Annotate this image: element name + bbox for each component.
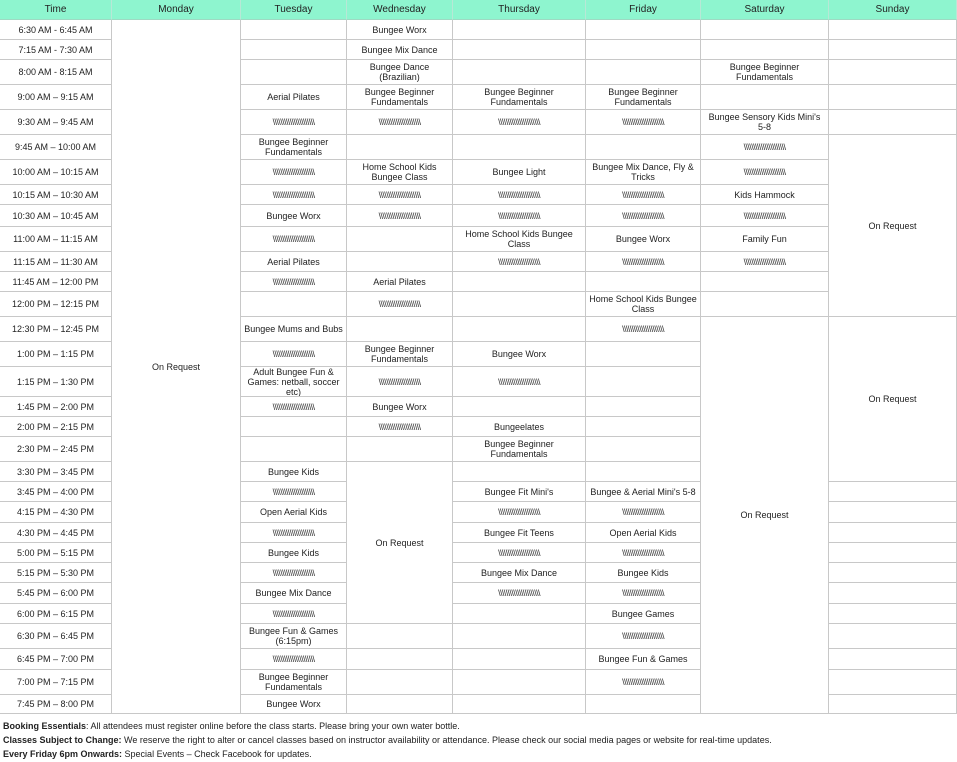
time-slot: 6:30 PM – 6:45 PM (0, 624, 112, 649)
empty-cell (701, 40, 829, 60)
hatched-cell: \\\\\\\\\\\\\\\\\\\\\\ (453, 205, 586, 227)
time-slot: 3:30 PM – 3:45 PM (0, 462, 112, 482)
empty-cell (829, 649, 957, 670)
time-slot: 6:30 AM - 6:45 AM (0, 20, 112, 40)
time-slot: 12:30 PM – 12:45 PM (0, 317, 112, 342)
hatched-cell: \\\\\\\\\\\\\\\\\\\\\\ (241, 649, 347, 670)
hatched-cell: \\\\\\\\\\\\\\\\\\\\\\ (241, 227, 347, 252)
empty-cell (453, 317, 586, 342)
empty-cell (241, 20, 347, 40)
class-cell-thursday: Bungee Beginner Fundamentals (453, 85, 586, 110)
empty-cell (829, 523, 957, 543)
class-cell-wednesday: Bungee Mix Dance (347, 40, 453, 60)
time-slot: 10:15 AM – 10:30 AM (0, 185, 112, 205)
hatched-cell: \\\\\\\\\\\\\\\\\\\\\\ (241, 185, 347, 205)
empty-cell (347, 624, 453, 649)
class-cell-thursday: Bungee Fit Teens (453, 523, 586, 543)
class-cell-friday: Bungee Fun & Games (586, 649, 701, 670)
empty-cell (586, 20, 701, 40)
class-cell-saturday: Bungee Beginner Fundamentals (701, 60, 829, 85)
empty-cell (347, 649, 453, 670)
hatched-cell: \\\\\\\\\\\\\\\\\\\\\\ (586, 205, 701, 227)
header-sunday: Sunday (829, 0, 957, 20)
hatched-cell: \\\\\\\\\\\\\\\\\\\\\\ (241, 160, 347, 185)
empty-cell (829, 624, 957, 649)
hatched-cell: \\\\\\\\\\\\\\\\\\\\\\ (586, 624, 701, 649)
class-cell-saturday: On Request (701, 317, 829, 714)
class-cell-tuesday: Bungee Beginner Fundamentals (241, 135, 347, 160)
empty-cell (347, 695, 453, 714)
hatched-cell: \\\\\\\\\\\\\\\\\\\\\\ (347, 110, 453, 135)
class-cell-sunday: On Request (829, 135, 957, 317)
empty-cell (829, 695, 957, 714)
empty-cell (829, 40, 957, 60)
class-cell-sunday: On Request (829, 317, 957, 482)
empty-cell (701, 85, 829, 110)
class-cell-friday: Bungee Mix Dance, Fly & Tricks (586, 160, 701, 185)
time-slot: 11:15 AM – 11:30 AM (0, 252, 112, 272)
class-cell-wednesday: On Request (347, 462, 453, 624)
hatched-cell: \\\\\\\\\\\\\\\\\\\\\\ (586, 502, 701, 523)
empty-cell (453, 462, 586, 482)
time-slot: 7:00 PM – 7:15 PM (0, 670, 112, 695)
hatched-cell: \\\\\\\\\\\\\\\\\\\\\\ (453, 583, 586, 604)
hatched-cell: \\\\\\\\\\\\\\\\\\\\\\ (241, 482, 347, 502)
class-cell-wednesday: Aerial Pilates (347, 272, 453, 292)
empty-cell (586, 437, 701, 462)
note-label: Every Friday 6pm Onwards: (3, 749, 123, 759)
class-cell-saturday: Family Fun (701, 227, 829, 252)
note-friday-special-events (3, 748, 312, 760)
time-slot: 5:00 PM – 5:15 PM (0, 543, 112, 563)
empty-cell (347, 227, 453, 252)
hatched-cell: \\\\\\\\\\\\\\\\\\\\\\ (453, 185, 586, 205)
header-friday: Friday (586, 0, 701, 20)
class-cell-thursday: Home School Kids Bungee Class (453, 227, 586, 252)
hatched-cell: \\\\\\\\\\\\\\\\\\\\\\ (701, 160, 829, 185)
class-cell-tuesday: Bungee Worx (241, 205, 347, 227)
class-cell-wednesday: Home School Kids Bungee Class (347, 160, 453, 185)
empty-cell (241, 437, 347, 462)
time-slot: 2:00 PM – 2:15 PM (0, 417, 112, 437)
empty-cell (829, 563, 957, 583)
header-tuesday: Tuesday (241, 0, 347, 20)
class-cell-tuesday: Bungee Worx (241, 695, 347, 714)
empty-cell (241, 292, 347, 317)
hatched-cell: \\\\\\\\\\\\\\\\\\\\\\ (701, 205, 829, 227)
header-thursday: Thursday (453, 0, 586, 20)
empty-cell (586, 342, 701, 367)
class-cell-thursday: Bungee Beginner Fundamentals (453, 437, 586, 462)
hatched-cell: \\\\\\\\\\\\\\\\\\\\\\ (586, 670, 701, 695)
empty-cell (701, 20, 829, 40)
empty-cell (586, 695, 701, 714)
empty-cell (586, 135, 701, 160)
hatched-cell: \\\\\\\\\\\\\\\\\\\\\\ (586, 583, 701, 604)
note-booking-essentials (3, 720, 460, 732)
class-cell-friday: Open Aerial Kids (586, 523, 701, 543)
hatched-cell: \\\\\\\\\\\\\\\\\\\\\\ (701, 135, 829, 160)
time-slot: 9:30 AM – 9:45 AM (0, 110, 112, 135)
class-cell-tuesday: Bungee Kids (241, 462, 347, 482)
empty-cell (241, 40, 347, 60)
empty-cell (829, 110, 957, 135)
empty-cell (453, 292, 586, 317)
class-cell-wednesday: Bungee Worx (347, 20, 453, 40)
time-slot: 6:00 PM – 6:15 PM (0, 604, 112, 624)
note-label: Classes Subject to Change: (3, 735, 122, 745)
class-cell-wednesday: Bungee Beginner Fundamentals (347, 342, 453, 367)
class-cell-saturday: Bungee Sensory Kids Mini's 5-8 (701, 110, 829, 135)
time-slot: 9:45 AM – 10:00 AM (0, 135, 112, 160)
note-text: Special Events – Check Facebook for updates. (122, 749, 312, 759)
empty-cell (347, 252, 453, 272)
time-slot: 11:00 AM – 11:15 AM (0, 227, 112, 252)
time-slot: 3:45 PM – 4:00 PM (0, 482, 112, 502)
time-slot: 7:45 PM – 8:00 PM (0, 695, 112, 714)
class-cell-wednesday: Bungee Dance (Brazilian) (347, 60, 453, 85)
time-slot: 5:15 PM – 5:30 PM (0, 563, 112, 583)
hatched-cell: \\\\\\\\\\\\\\\\\\\\\\ (453, 110, 586, 135)
note-classes-subject-to-change (3, 734, 772, 746)
time-slot: 9:00 AM – 9:15 AM (0, 85, 112, 110)
empty-cell (586, 272, 701, 292)
time-slot: 4:15 PM – 4:30 PM (0, 502, 112, 523)
empty-cell (453, 670, 586, 695)
hatched-cell: \\\\\\\\\\\\\\\\\\\\\\ (241, 342, 347, 367)
note-label: Booking Essentials (3, 721, 87, 731)
class-cell-friday: Bungee Kids (586, 563, 701, 583)
class-cell-tuesday: Bungee Beginner Fundamentals (241, 670, 347, 695)
class-cell-monday: On Request (112, 20, 241, 714)
class-cell-friday: Bungee Worx (586, 227, 701, 252)
header-wednesday: Wednesday (347, 0, 453, 20)
class-cell-thursday: Bungee Light (453, 160, 586, 185)
empty-cell (347, 670, 453, 695)
empty-cell (586, 60, 701, 85)
class-cell-friday: Home School Kids Bungee Class (586, 292, 701, 317)
class-cell-thursday: Bungee Worx (453, 342, 586, 367)
empty-cell (453, 649, 586, 670)
class-cell-tuesday: Bungee Mix Dance (241, 583, 347, 604)
empty-cell (453, 60, 586, 85)
time-slot: 1:00 PM – 1:15 PM (0, 342, 112, 367)
class-cell-tuesday: Aerial Pilates (241, 85, 347, 110)
empty-cell (586, 397, 701, 417)
class-cell-thursday: Bungee Fit Mini's (453, 482, 586, 502)
hatched-cell: \\\\\\\\\\\\\\\\\\\\\\ (586, 543, 701, 563)
time-slot: 12:00 PM – 12:15 PM (0, 292, 112, 317)
note-text: We reserve the right to alter or cancel classes based on instructor availability or attendance. Please check our social media pages or website for real-time updates. (121, 735, 772, 745)
empty-cell (347, 135, 453, 160)
hatched-cell: \\\\\\\\\\\\\\\\\\\\\\ (241, 397, 347, 417)
time-slot: 1:15 PM – 1:30 PM (0, 367, 112, 397)
empty-cell (829, 502, 957, 523)
time-slot: 2:30 PM – 2:45 PM (0, 437, 112, 462)
class-cell-saturday: Kids Hammock (701, 185, 829, 205)
empty-cell (241, 417, 347, 437)
empty-cell (829, 604, 957, 624)
empty-cell (453, 604, 586, 624)
hatched-cell: \\\\\\\\\\\\\\\\\\\\\\ (241, 604, 347, 624)
class-cell-tuesday: Adult Bungee Fun & Games: netball, soccer etc) (241, 367, 347, 397)
hatched-cell: \\\\\\\\\\\\\\\\\\\\\\ (241, 110, 347, 135)
empty-cell (453, 40, 586, 60)
empty-cell (453, 135, 586, 160)
empty-cell (347, 317, 453, 342)
empty-cell (829, 670, 957, 695)
hatched-cell: \\\\\\\\\\\\\\\\\\\\\\ (453, 502, 586, 523)
class-cell-tuesday: Open Aerial Kids (241, 502, 347, 523)
empty-cell (829, 20, 957, 40)
hatched-cell: \\\\\\\\\\\\\\\\\\\\\\ (453, 252, 586, 272)
header-monday: Monday (112, 0, 241, 20)
note-text: : All attendees must register online before the class starts. Please bring your own water bottle. (86, 721, 460, 731)
class-cell-tuesday: Bungee Fun & Games (6:15pm) (241, 624, 347, 649)
class-cell-wednesday: Bungee Worx (347, 397, 453, 417)
hatched-cell: \\\\\\\\\\\\\\\\\\\\\\ (241, 563, 347, 583)
class-cell-wednesday: Bungee Beginner Fundamentals (347, 85, 453, 110)
class-cell-thursday: Bungeelates (453, 417, 586, 437)
class-cell-friday: Bungee & Aerial Mini's 5-8 (586, 482, 701, 502)
empty-cell (829, 60, 957, 85)
empty-cell (701, 292, 829, 317)
hatched-cell: \\\\\\\\\\\\\\\\\\\\\\ (586, 185, 701, 205)
time-slot: 5:45 PM – 6:00 PM (0, 583, 112, 604)
empty-cell (586, 462, 701, 482)
time-slot: 10:30 AM – 10:45 AM (0, 205, 112, 227)
time-slot: 8:00 AM - 8:15 AM (0, 60, 112, 85)
hatched-cell: \\\\\\\\\\\\\\\\\\\\\\ (347, 417, 453, 437)
hatched-cell: \\\\\\\\\\\\\\\\\\\\\\ (586, 317, 701, 342)
notes-section (0, 719, 957, 762)
class-cell-tuesday: Bungee Kids (241, 543, 347, 563)
empty-cell (586, 417, 701, 437)
empty-cell (829, 543, 957, 563)
empty-cell (586, 40, 701, 60)
hatched-cell: \\\\\\\\\\\\\\\\\\\\\\ (453, 543, 586, 563)
hatched-cell: \\\\\\\\\\\\\\\\\\\\\\ (453, 367, 586, 397)
empty-cell (701, 272, 829, 292)
hatched-cell: \\\\\\\\\\\\\\\\\\\\\\ (347, 367, 453, 397)
empty-cell (453, 397, 586, 417)
time-slot: 7:15 AM - 7:30 AM (0, 40, 112, 60)
hatched-cell: \\\\\\\\\\\\\\\\\\\\\\ (586, 110, 701, 135)
empty-cell (586, 367, 701, 397)
hatched-cell: \\\\\\\\\\\\\\\\\\\\\\ (241, 272, 347, 292)
class-cell-friday: Bungee Beginner Fundamentals (586, 85, 701, 110)
empty-cell (453, 695, 586, 714)
hatched-cell: \\\\\\\\\\\\\\\\\\\\\\ (347, 185, 453, 205)
time-slot: 6:45 PM – 7:00 PM (0, 649, 112, 670)
header-time: Time (0, 0, 112, 20)
header-saturday: Saturday (701, 0, 829, 20)
hatched-cell: \\\\\\\\\\\\\\\\\\\\\\ (241, 523, 347, 543)
empty-cell (453, 272, 586, 292)
hatched-cell: \\\\\\\\\\\\\\\\\\\\\\ (347, 205, 453, 227)
hatched-cell: \\\\\\\\\\\\\\\\\\\\\\ (347, 292, 453, 317)
time-slot: 10:00 AM – 10:15 AM (0, 160, 112, 185)
class-cell-tuesday: Bungee Mums and Bubs (241, 317, 347, 342)
empty-cell (829, 85, 957, 110)
class-cell-friday: Bungee Games (586, 604, 701, 624)
class-cell-thursday: Bungee Mix Dance (453, 563, 586, 583)
hatched-cell: \\\\\\\\\\\\\\\\\\\\\\ (701, 252, 829, 272)
empty-cell (829, 482, 957, 502)
time-slot: 11:45 AM – 12:00 PM (0, 272, 112, 292)
class-cell-tuesday: Aerial Pilates (241, 252, 347, 272)
empty-cell (453, 20, 586, 40)
empty-cell (347, 437, 453, 462)
empty-cell (453, 624, 586, 649)
empty-cell (241, 60, 347, 85)
hatched-cell: \\\\\\\\\\\\\\\\\\\\\\ (586, 252, 701, 272)
empty-cell (829, 583, 957, 604)
time-slot: 4:30 PM – 4:45 PM (0, 523, 112, 543)
time-slot: 1:45 PM – 2:00 PM (0, 397, 112, 417)
